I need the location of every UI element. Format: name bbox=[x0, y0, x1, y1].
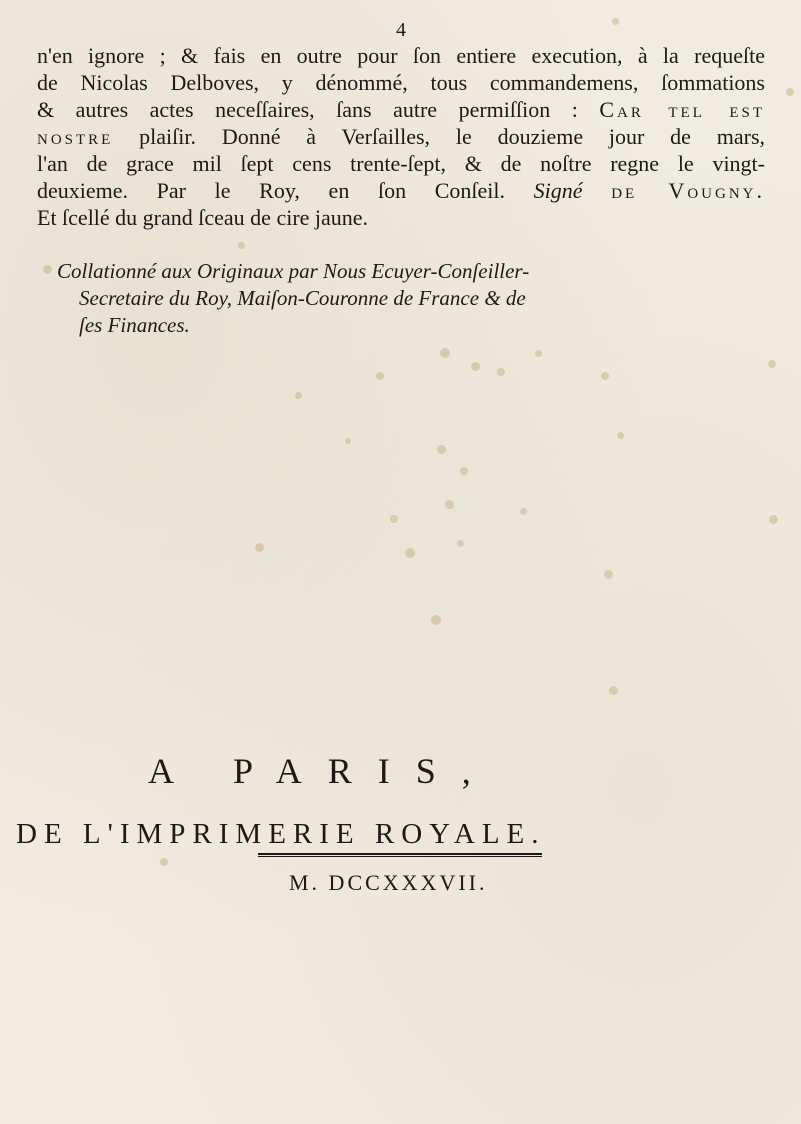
paper-stain bbox=[601, 372, 609, 380]
paper-stain bbox=[390, 515, 398, 523]
imprint-year: M. DCCXXXVII. bbox=[289, 870, 488, 895]
paper-stain bbox=[43, 265, 52, 274]
collation-note bbox=[57, 258, 697, 339]
paper-stain bbox=[612, 18, 619, 25]
royal-privilege-text bbox=[37, 42, 765, 231]
paper-stain bbox=[609, 686, 618, 695]
paper-stain bbox=[535, 350, 542, 357]
paper-stain bbox=[160, 858, 168, 866]
paper-stain bbox=[457, 540, 464, 547]
paper-stain bbox=[405, 548, 415, 558]
signatory-name: de Vougny. bbox=[611, 178, 766, 203]
text-line bbox=[37, 123, 765, 150]
royal-formula: nostre bbox=[37, 124, 114, 149]
paper-stain bbox=[786, 88, 794, 96]
paper-stain bbox=[437, 445, 446, 454]
collation-line: Collationné aux Originaux par Nous Ecuyer-Conſeiller- bbox=[57, 259, 530, 283]
paper-stain bbox=[520, 508, 527, 515]
text-line: Et ſcellé du grand ſceau de cire jaune. bbox=[37, 205, 369, 230]
paper-stain bbox=[440, 348, 450, 358]
page-number: 4 bbox=[396, 19, 406, 41]
paper-stain bbox=[376, 372, 384, 380]
text-fragment: deuxieme. Par le Roy, en ſon Conſeil. bbox=[37, 178, 506, 203]
paper-stain bbox=[445, 500, 454, 509]
paper-stain bbox=[604, 570, 613, 579]
rule-thick bbox=[258, 853, 542, 855]
paper-stain bbox=[769, 515, 778, 524]
imprint-press: DE L'IMPRIMERIE ROYALE. bbox=[16, 818, 546, 850]
paper-stain bbox=[471, 362, 480, 371]
paper-stain bbox=[768, 360, 776, 368]
text-fragment: & autres actes neceſſaires, ſans autre permiſſion : bbox=[37, 97, 578, 122]
paper-stain bbox=[238, 242, 245, 249]
text-line bbox=[37, 96, 765, 123]
paper-stain bbox=[497, 368, 505, 376]
imprint-city: A PARIS, bbox=[148, 751, 497, 791]
rule-thin bbox=[258, 856, 542, 857]
imprint-rule bbox=[258, 853, 542, 857]
text-line bbox=[37, 177, 765, 204]
text-line: de Nicolas Delboves, y dénommé, tous commandemens, ſommations bbox=[37, 70, 765, 95]
paper-stain bbox=[345, 438, 351, 444]
signed-label: Signé bbox=[533, 178, 583, 203]
paper-stain bbox=[295, 392, 302, 399]
royal-formula: Car tel est bbox=[599, 97, 765, 122]
paper-stain bbox=[431, 615, 441, 625]
collation-line: Secretaire du Roy, Maiſon-Couronne de France & de bbox=[79, 286, 526, 310]
text-line: l'an de grace mil ſept cens trente-ſept, & de noſtre regne le vingt- bbox=[37, 151, 765, 176]
text-line: n'en ignore ; & fais en outre pour ſon entiere execution, à la requeſte bbox=[37, 43, 765, 68]
text-fragment: plaiſir. Donné à Verſailles, le douzieme jour de mars, bbox=[139, 124, 766, 149]
paper-stain bbox=[460, 467, 468, 475]
collation-line: ſes Finances. bbox=[79, 313, 190, 337]
paper-stain bbox=[255, 543, 264, 552]
paper-stain bbox=[617, 432, 624, 439]
